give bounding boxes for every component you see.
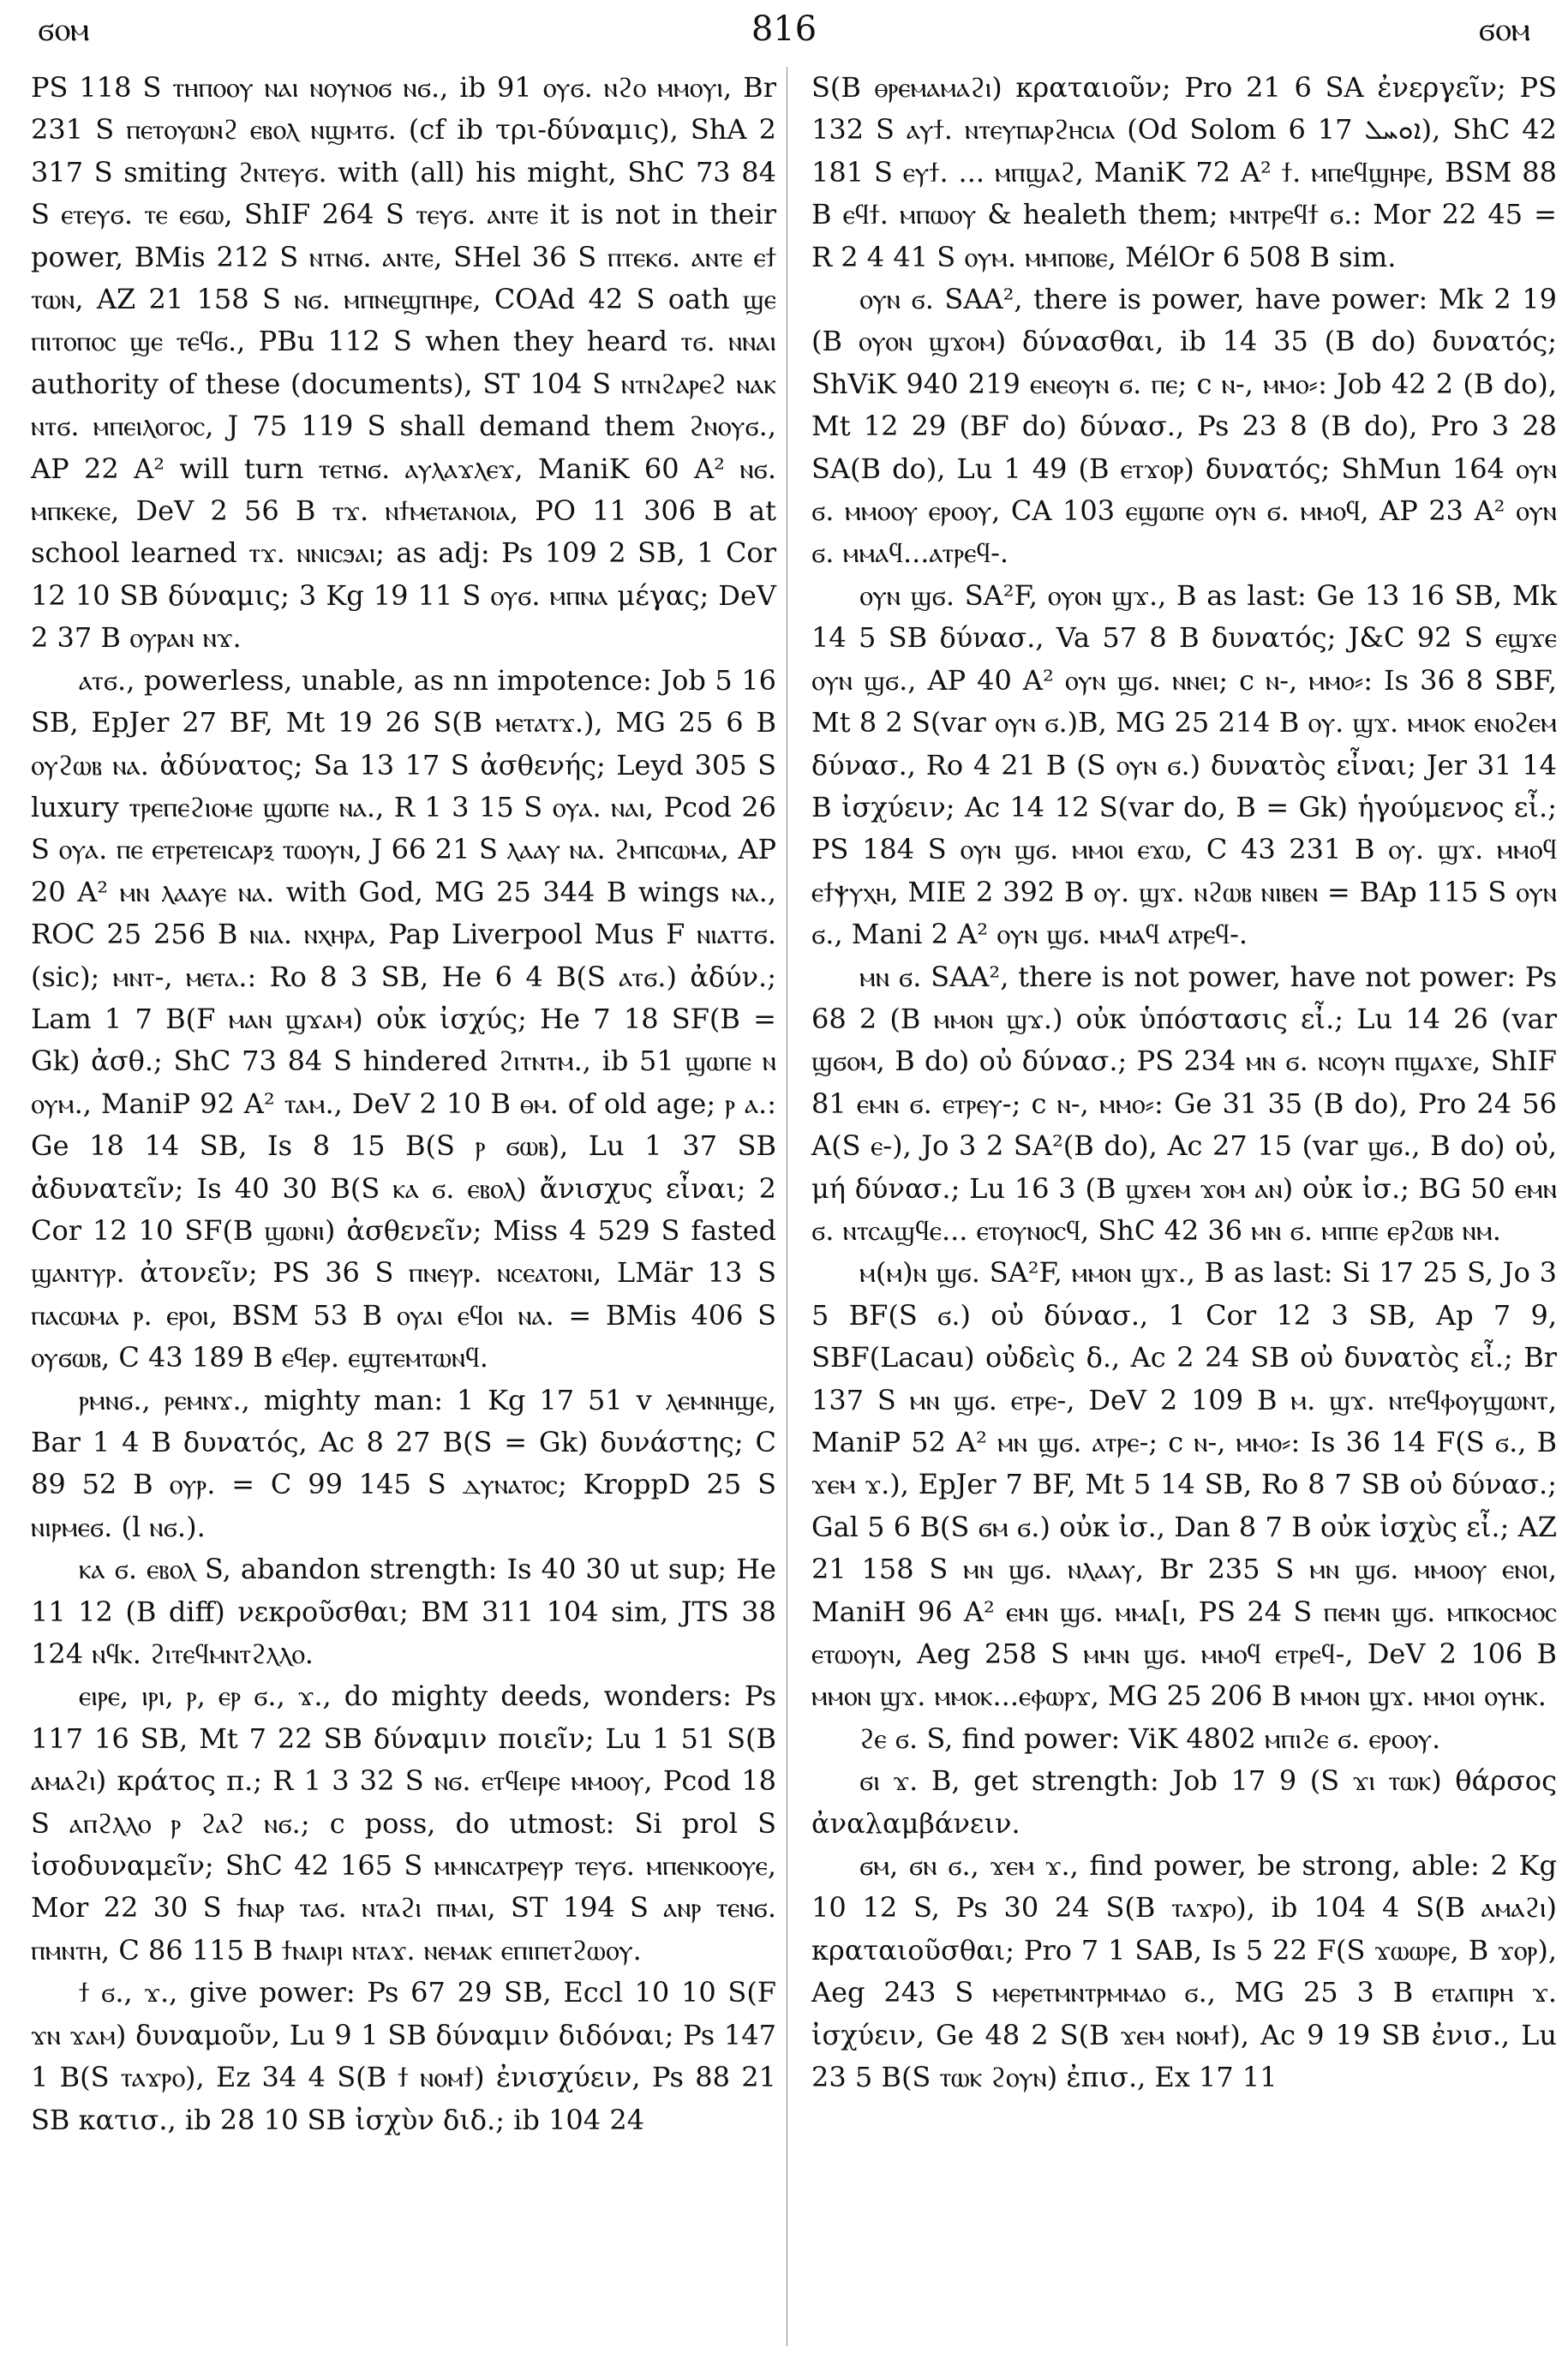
- left-running-head: ϭⲟⲙ: [38, 9, 90, 48]
- dictionary-entry: ϭⲓ ϫ. B, get strength: Job 17 9 (S ϫⲓ ⲧⲱⲕ) θάρσος ἀναλαμβάνειν.: [811, 1764, 1557, 1840]
- page-header: [38, 7, 1530, 51]
- dictionary-entry: ⲟⲩⲛ ϣϭ. SA²F, ⲟⲩⲟⲛ ϣϫ., B as last: Ge 13 16 SB, Mk 14 5 SB δύνασ., Va 57 8 B δυνατός; J&C 92 S ⲉϣϫⲉ ⲟⲩⲛ ϣϭ., AP 40 A² ⲟⲩⲛ ϣϭ. ⲛⲛⲉⲓ; c ⲛ-, ⲙⲙⲟ⸗: Is 36 8 SBF, Mt 8 2 S(var ⲟⲩⲛ ϭ.)B, MG 25 214 B ⲟⲩ. ϣϫ. ⲙⲙⲟⲕ ⲉⲛⲟϩⲉⲙ δύνασ., Ro 4 21 B (S ⲟⲩⲛ ϭ.) δυνατὸς εἶναι; Jer 31 14 B ἰσχύειν; Ac 14 12 S(var do, B = Gk) ἡγούμενος εἶ.; PS 184 S ⲟⲩⲛ ϣϭ. ⲙⲙⲟⲓ ⲉϫⲱ, C 43 231 B ⲟⲩ. ϣϫ. ⲙⲙⲟϥ ⲉϯⲯⲩⲭⲏ, MIE 2 392 B ⲟⲩ. ϣϫ. ⲛϩⲱⲃ ⲛⲓⲃⲉⲛ = BAp 115 S ⲟⲩⲛ ϭ., Mani 2 A² ⲟⲩⲛ ϣϭ. ⲙⲙⲁϥ ⲁⲧⲣⲉϥ-.: [811, 578, 1557, 951]
- dictionary-entry: ϩⲉ ϭ. S, find power: ViK 4802 ⲙⲡⲓϩⲉ ϭ. ⲉⲣⲟⲟⲩ.: [859, 1721, 1441, 1755]
- dictionary-entry: ϯ ϭ., ϫ., give power: Ps 67 29 SB, Eccl 10 10 S(F ϫⲛ ϫⲁⲙ) δυναμοῦν, Lu 9 1 SB δύναμιν διδόναι; Ps 147 1 B(S ⲧⲁϫⲣⲟ), Ez 34 4 S(B ϯ ⲛⲟⲙϯ) ἐνισχύειν, Ps 88 21 SB κατισ., ib 28 10 SB ἰσχὺν διδ.; ib 104 24: [31, 1976, 776, 2136]
- dictionary-entry: ⲕⲁ ϭ. ⲉⲃⲟⲗ S, abandon strength: Is 40 30 ut sup; He 11 12 (B diff) νεκροῦσθαι; BM 311 104 sim, JTS 38 124 ⲛϥⲕ. ϩⲓⲧⲉϥⲙⲛⲧϩⲗⲗⲟ.: [31, 1553, 776, 1671]
- dictionary-entry: ϭⲙ, ϭⲛ ϭ., ϫⲉⲙ ϫ., find power, be strong, able: 2 Kg 10 12 S, Ps 30 24 S(B ⲧⲁϫⲣⲟ), ib 104 4 S(B ⲁⲙⲁϩⲓ) κραταιοῦσθαι; Pro 7 1 SAB, Is 5 22 F(S ϫⲱⲱⲣⲉ, B ϫⲟⲣ), Aeg 243 S ⲙⲉⲣⲉⲧⲙⲛⲧⲣⲙⲙⲁⲟ ϭ., MG 25 3 B ⲉⲧⲁⲡⲓⲣⲏ ϫ. ἰσχύειν, Ge 48 2 S(B ϫⲉⲙ ⲛⲟⲙϯ), Ac 9 19 SB ἐνισ., Lu 23 5 B(S ⲧⲱⲕ ϩⲟⲩⲛ) ἐπισ., Ex 17 11: [811, 1849, 1557, 2094]
- dictionary-entry: ⲟⲩⲛ ϭ. SAA², there is power, have power: Mk 2 19 (B ⲟⲩⲟⲛ ϣϫⲟⲙ) δύνασθαι, ib 14 35 (B do) δυνατός; ShViK 940 219 ⲉⲛⲉⲟⲩⲛ ϭ. ⲡⲉ; c ⲛ-, ⲙⲙⲟ⸗: Job 42 2 (B do), Mt 12 29 (BF do) δύνασ., Ps 23 8 (B do), Pro 3 28 SA(B do), Lu 1 49 (B ⲉⲧϫⲟⲣ) δυνατός; ShMun 164 ⲟⲩⲛ ϭ. ⲙⲙⲟⲟⲩ ⲉⲣⲟⲟⲩ, CA 103 ⲉϣⲱⲡⲉ ⲟⲩⲛ ϭ. ⲙⲙⲟϥ, AP 23 A² ⲟⲩⲛ ϭ. ⲙⲙⲁϥ...ⲁⲧⲣⲉϥ-.: [811, 283, 1557, 570]
- right-running-head: ϭⲟⲙ: [1478, 9, 1530, 48]
- dictionary-entry: ⲙ(ⲙ)ⲛ ϣϭ. SA²F, ⲙⲙⲟⲛ ϣϫ., B as last: Si 17 25 S, Jo 3 5 BF(S ϭ.) οὐ δύνασ., 1 Cor 12 3 SB, Ap 7 9, SBF(Lacau) οὐδεὶς δ., Ac 2 24 SB οὐ δυνατὸς εἶ.; Br 137 S ⲙⲛ ϣϭ. ⲉⲧⲣⲉ-, DeV 2 109 B ⲙ. ϣϫ. ⲛⲧⲉϥⲫⲟⲩϣⲱⲛⲧ, ManiP 52 A² ⲙⲛ ϣϭ. ⲁⲧⲣⲉ-; c ⲛ-, ⲙⲙⲟ⸗: Is 36 14 F(S ϭ., B ϫⲉⲙ ϫ.), EpJer 7 BF, Mt 5 14 SB, Ro 8 7 SB οὐ δύνασ.; Gal 5 6 B(S ϭⲙ ϭ.) οὐκ ἰσ., Dan 8 7 B οὐκ ἰσχὺς εἶ.; AZ 21 158 S ⲙⲛ ϣϭ. ⲛⲗⲁⲁⲩ, Br 235 S ⲙⲛ ϣϭ. ⲙⲙⲟⲟⲩ ⲉⲛⲟⲓ, ManiH 96 A² ⲉⲙⲛ ϣϭ. ⲙⲙⲁ[ⲓ, PS 24 S ⲡⲉⲙⲛ ϣϭ. ⲙⲡⲕⲟⲥⲙⲟⲥ ⲉⲧⲱⲟⲩⲛ, Aeg 258 S ⲙⲙⲛ ϣϭ. ⲙⲙⲟϥ ⲉⲧⲣⲉϥ-, DeV 2 106 B ⲙⲙⲟⲛ ϣϫ. ⲙⲙⲟⲕ...ⲉⲫⲱⲣϫ, MG 25 206 B ⲙⲙⲟⲛ ϣϫ. ⲙⲙⲟⲓ ⲟⲩⲏⲕ.: [811, 1256, 1557, 1713]
- left-column: [31, 67, 776, 2141]
- dictionary-entry: ⲉⲓⲣⲉ, ⲓⲣⲓ, ⲣ, ⲉⲣ ϭ., ϫ., do mighty deeds, wonders: Ps 117 16 SB, Mt 7 22 SB δύναμιν ποιεῖν; Lu 1 51 S(B ⲁⲙⲁϩⲓ) κράτος π.; R 1 3 32 S ⲛϭ. ⲉⲧϥⲉⲓⲣⲉ ⲙⲙⲟⲟⲩ, Pcod 18 S ⲁⲡϩⲗⲗⲟ ⲣ ϩⲁϩ ⲛϭ.; c poss, do utmost: Si prol S ἰσοδυναμεῖν; ShC 42 165 S ⲙⲙⲛⲥⲁⲧⲣⲉⲩⲣ ⲧⲉⲩϭ. ⲙⲡⲉⲛⲕⲟⲟⲩⲉ, Mor 22 30 S ϯⲛⲁⲣ ⲧⲁϭ. ⲛⲧⲁϩⲓ ⲡⲙⲁⲓ, ST 194 S ⲁⲛⲣ ⲧⲉⲛϭ. ⲡⲙⲛⲧⲏ, C 86 115 B ϯⲛⲁⲓⲣⲓ ⲛⲧⲁϫ. ⲛⲉⲙⲁⲕ ⲉⲡⲓⲡⲉⲧϩⲱⲟⲩ.: [31, 1679, 776, 1967]
- right-column: [811, 67, 1557, 2099]
- dictionary-entry: ⲙⲛ ϭ. SAA², there is not power, have not power: Ps 68 2 (B ⲙⲙⲟⲛ ϣϫ.) οὐκ ὑπόστασις εἶ.; Lu 14 26 (var ϣϭⲟⲙ, B do) οὐ δύνασ.; PS 234 ⲙⲛ ϭ. ⲛⲥⲟⲩⲛ ⲡϣⲁϫⲉ, ShIF 81 ⲉⲙⲛ ϭ. ⲉⲧⲣⲉⲩ-; c ⲛ-, ⲙⲙⲟ⸗: Ge 31 35 (B do), Pro 24 56 A(S ⲉ-), Jo 3 2 SA²(B do), Ac 27 15 (var ϣϭ., B do) οὐ, μή δύνασ.; Lu 16 3 (B ϣϫⲉⲙ ϫⲟⲙ ⲁⲛ) οὐκ ἰσ.; BG 50 ⲉⲙⲛ ϭ. ⲛⲧⲥⲁϣϥⲉ... ⲉⲧⲟⲩⲛⲟⲥϥ, ShC 42 36 ⲙⲛ ϭ. ⲙⲡⲡⲉ ⲉⲣϩⲱⲃ ⲛⲙ.: [811, 960, 1557, 1247]
- dictionary-entry: ⲣⲙⲛϭ., ⲣⲉⲙⲛϫ., mighty man: 1 Kg 17 51 v ⲗⲉⲙⲛⲏϣⲉ, Bar 1 4 B δυνατός, Ac 8 27 B(S = Gk) δυνάστης; C 89 52 B ⲟⲩⲣ. = C 99 145 S ⲇⲩⲛⲁⲧⲟⲥ; KroppD 25 S ⲛⲓⲣⲙⲉϭ. (l ⲛϭ.).: [31, 1383, 776, 1543]
- page-number: 816: [751, 9, 817, 49]
- dictionary-entry: ⲁⲧϭ., powerless, unable, as nn impotence: Job 5 16 SB, EpJer 27 BF, Mt 19 26 S(B ⲙⲉⲧⲁⲧϫ.), MG 25 6 B ⲟⲩϩⲱⲃ ⲛⲁ. ἀδύνατος; Sa 13 17 S ἀσθενής; Leyd 305 S luxury ⲧⲣⲉⲡⲉϩⲓⲟⲙⲉ ϣⲱⲡⲉ ⲛⲁ., R 1 3 15 S ⲟⲩⲁ. ⲛⲁⲓ, Pcod 26 S ⲟⲩⲁ. ⲡⲉ ⲉⲧⲣⲉⲧⲉⲓⲥⲁⲣⲝ ⲧⲱⲟⲩⲛ, J 66 21 S ⲗⲁⲁⲩ ⲛⲁ. ϩⲙⲡⲥⲱⲙⲁ, AP 20 A² ⲙⲛ ⲗⲁⲁⲩⲉ ⲛⲁ. with God, MG 25 344 B wings ⲛⲁ., ROC 25 256 B ⲛⲓⲁ. ⲛⲭⲏⲣⲁ, Pap Liverpool Mus F ⲛⲓⲁⲧⲧϭ. (sic); ⲙⲛⲧ-, ⲙⲉⲧⲁ.: Ro 8 3 SB, He 6 4 B(S ⲁⲧϭ.) ἀδύν.; Lam 1 7 B(F ⲙⲁⲛ ϣϫⲁⲙ) οὐκ ἰσχύς; He 7 18 SF(B = Gk) ἀσθ.; ShC 73 84 S hindered ϩⲓⲧⲛⲧⲙ., ib 51 ϣⲱⲡⲉ ⲛ ⲟⲩⲙ., ManiP 92 A² ⲧⲁⲙ., DeV 2 10 B ⲑⲙ. of old age; ⲣ ⲁ.: Ge 18 14 SB, Is 8 15 B(S ⲣ ϭⲱⲃ), Lu 1 37 SB ἀδυνατεῖν; Is 40 30 B(S ⲕⲁ ϭ. ⲉⲃⲟⲗ) ἄνισχυς εἶναι; 2 Cor 12 10 SF(B ϣⲱⲛⲓ) ἀσθενεῖν; Miss 4 529 S fasted ϣⲁⲛⲧⲩⲣ. ἀτονεῖν; PS 36 S ⲡⲛⲉⲩⲣ. ⲛⲥⲉⲁⲧⲟⲛⲓ, LMär 13 S ⲡⲁⲥⲱⲙⲁ ⲣ. ⲉⲣⲟⲓ, BSM 53 B ⲟⲩⲁⲓ ⲉϥⲟⲓ ⲛⲁ. = BMis 406 S ⲟⲩϭⲱⲃ, C 43 189 B ⲉϥⲉⲣ. ⲉϣⲧⲉⲙⲧⲱⲛϥ.: [31, 663, 776, 1374]
- dictionary-entry: S(B ⲑⲣⲉⲙⲁⲙⲁϩⲓ) κραταιοῦν; Pro 21 6 SA ἐνεργεῖν; PS 132 S ⲁⲩϯ. ⲛⲧⲉⲩⲡⲁⲣϩⲏⲥⲓⲁ (Od Solom 6 17 ܐܘܚܠ), ShC 42 181 S ⲉⲩϯ. ... ⲙⲡϣⲁϩ, ManiK 72 A² ϯ. ⲙⲡⲉϥϣⲏⲣⲉ, BSM 88 B ⲉϥϯ. ⲙⲡⲱⲟⲩ & healeth them; ⲙⲛⲧⲣⲉϥϯ ϭ.: Mor 22 45 = R 2 4 41 S ⲟⲩⲙ. ⲙⲙⲡⲟⲃⲉ, MélOr 6 508 B sim.: [811, 71, 1557, 273]
- dictionary-entry: PS 118 S ⲧⲏⲡⲟⲟⲩ ⲛⲁⲓ ⲛⲟⲩⲛⲟϭ ⲛϭ., ib 91 ⲟⲩϭ. ⲛϩⲟ ⲙⲙⲟⲩⲓ, Br 231 S ⲡⲉⲧⲟⲩⲱⲛϩ ⲉⲃⲟⲗ ⲛϣⲙⲧϭ. (cf ib τρι-δύναμις), ShA 2 317 S smiting ϩⲛⲧⲉⲩϭ. with (all) his might, ShC 73 84 S ⲉⲧⲉⲩϭ. ⲧⲉ ⲉϭⲱ, ShIF 264 S ⲧⲉⲩϭ. ⲁⲛⲧⲉ it is not in their power, BMis 212 S ⲛⲧⲛϭ. ⲁⲛⲧⲉ, SHel 36 S ⲡⲧⲉⲕϭ. ⲁⲛⲧⲉ ⲉϯ ⲧⲱⲛ, AZ 21 158 S ⲛϭ. ⲙⲡⲛⲉϣⲡⲏⲣⲉ, COAd 42 S oath ϣⲉ ⲡⲓⲧⲟⲡⲟⲥ ϣⲉ ⲧⲉϥϭ., PBu 112 S when they heard ⲧϭ. ⲛⲛⲁⲓ authority of these (documents), ST 104 S ⲛⲧⲛϩⲁⲣⲉϩ ⲛⲁⲕ ⲛⲧϭ. ⲙⲡⲉⲓⲗⲟⲅⲟⲥ, J 75 119 S shall demand them ϩⲛⲟⲩϭ., AP 22 A² will turn ⲧⲉⲧⲛϭ. ⲁⲩⲗⲁϫⲗⲉϫ, ManiK 60 A² ⲛϭ. ⲙⲡⲕⲉⲕⲉ, DeV 2 56 B ⲧϫ. ⲛϯⲙⲉⲧⲁⲛⲟⲓⲁ, PO 11 306 B at school learned ⲧϫ. ⲛⲛⲓⲥϧⲁⲓ; as adj: Ps 109 2 SB, 1 Cor 12 10 SB δύναμις; 3 Kg 19 11 S ⲟⲩϭ. ⲙⲡⲛⲁ μέγας; DeV 2 37 B ⲟⲩⲣⲁⲛ ⲛϫ.: [31, 71, 776, 655]
